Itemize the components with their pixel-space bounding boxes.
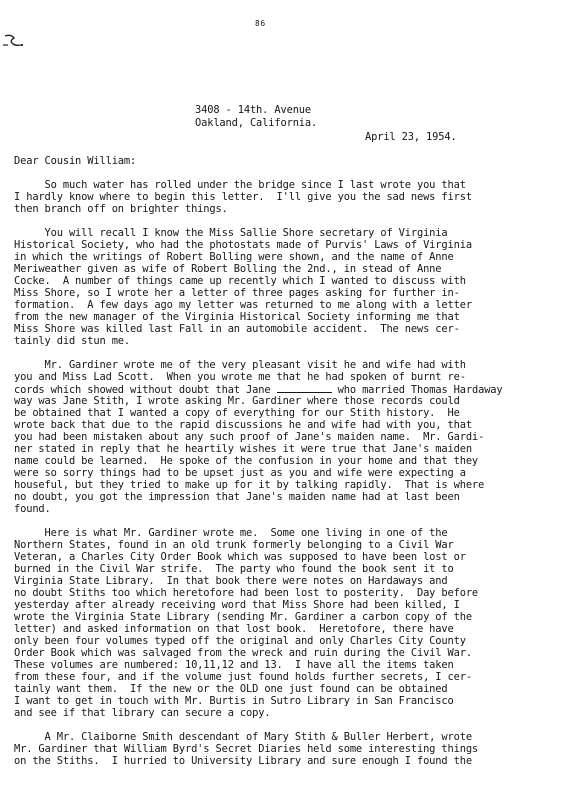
letter-date: April 23, 1954. xyxy=(365,131,457,143)
body-line: in which the writings of Robert Bolling were shown, and the name of Anne xyxy=(14,251,454,263)
body-line: from the new manager of the Virginia Historical Society informing me that xyxy=(14,311,460,323)
margin-mark-icon xyxy=(2,32,28,50)
body-line: burned in the Civil War strife. The party who found the book sent it to xyxy=(14,563,454,575)
body-line: Cocke. A number of things came up recently which I wanted to discuss with xyxy=(14,275,466,287)
body-line-segment: cords which showed without doubt that Jane xyxy=(14,384,277,396)
body-line: A Mr. Claiborne Smith descendant of Mary Stith & Buller Herbert, wrote xyxy=(14,731,472,743)
body-line: Miss Shore, so I wrote her a letter of three pages asking for further in- xyxy=(14,287,460,299)
body-line: Miss Shore was killed last Fall in an automobile accident. The news cer- xyxy=(14,323,460,335)
address-city: Oakland, California. xyxy=(195,117,318,129)
body-line: yesterday after already receiving word that Miss Shore had been killed, I xyxy=(14,599,460,611)
body-line: wrote back that due to the rapid discussions he and wife had with you, that xyxy=(14,419,472,431)
body-line: were so sorry things had to be upset just as you and wife were expecting a xyxy=(14,467,466,479)
body-line: found. xyxy=(14,503,51,515)
body-line: ner stated in reply that he heartily wishes it were true that Jane's maiden xyxy=(14,443,472,455)
body-line: wrote the Virginia State Library (sending Mr. Gardiner a carbon copy of the xyxy=(14,611,472,623)
body-line: name could be learned. He spoke of the confusion in your home and that they xyxy=(14,455,479,467)
body-line: Here is what Mr. Gardiner wrote me. Some one living in one of the xyxy=(14,527,448,539)
body-line: then branch off on brighter things. xyxy=(14,203,228,215)
body-line: you and Miss Lad Scott. When you wrote me that he had spoken of burnt re- xyxy=(14,371,466,383)
body-line: Meriweather given as wife of Robert Bolling the 2nd., in stead of Anne xyxy=(14,263,442,275)
body-line: You will recall I know the Miss Sallie Shore secretary of Virginia xyxy=(14,227,448,239)
body-line: tainly did stun me. xyxy=(14,335,131,347)
body-line: Mr. Gardiner that William Byrd's Secret Diaries held some interesting things xyxy=(14,743,479,755)
blank-line xyxy=(277,383,332,393)
body-line: Mr. Gardiner wrote me of the very pleasant visit he and wife had with xyxy=(14,359,466,371)
body-line: Order Book which was salvaged from the wreck and ruin during the Civil War. xyxy=(14,647,472,659)
body-line: be obtained that I wanted a copy of everything for our Stith history. He xyxy=(14,407,460,419)
body-line: and see if that library can secure a copy. xyxy=(14,707,271,719)
body-line: I hardly know where to begin this letter. I'll give you the sad news first xyxy=(14,191,472,203)
body-line: Northern States, found in an old trunk formerly belonging to a Civil War xyxy=(14,539,454,551)
body-line: Veteran, a Charles City Order Book which was supposed to have been lost or xyxy=(14,551,466,563)
body-line: from these four, and if the volume just found holds further secrets, I cer- xyxy=(14,671,472,683)
address-street: 3408 - 14th. Avenue xyxy=(195,104,312,116)
body-line: formation. A few days ago my letter was returned to me along with a letter xyxy=(14,299,472,311)
body-line: Historical Society, who had the photostats made of Purvis' Laws of Virginia xyxy=(14,239,472,251)
page-number: 86 xyxy=(255,19,266,28)
body-line: you had been mistaken about any such proof of Jane's maiden name. Mr. Gardi- xyxy=(14,431,485,443)
body-line: no doubt, you got the impression that Jane's maiden name had at last been xyxy=(14,491,460,503)
body-line: no doubt Stiths too which heretofore had been lost to posterity. Day before xyxy=(14,587,479,599)
salutation: Dear Cousin William: xyxy=(14,155,137,167)
body-line: So much water has rolled under the bridge since I last wrote you that xyxy=(14,179,466,191)
body-line: Virginia State Library. In that book there were notes on Hardaways and xyxy=(14,575,448,587)
body-line: only been four volumes typed off the original and only Charles City County xyxy=(14,635,466,647)
body-line: houseful, but they tried to make up for it by talking rapidly. That is where xyxy=(14,479,485,491)
body-line: way was Jane Stith, I wrote asking Mr. Gardiner where those records could xyxy=(14,395,460,407)
body-line: These volumes are numbered: 10,11,12 and 13. I have all the items taken xyxy=(14,659,454,671)
body-line: I want to get in touch with Mr. Burtis in Sutro Library in San Francisco xyxy=(14,695,454,707)
body-line: on the Stiths. I hurried to University Library and sure enough I found the xyxy=(14,755,472,767)
body-line: tainly want them. If the new or the OLD one just found can be obtained xyxy=(14,683,448,695)
body-line: letter) and asked information on that lost book. Heretofore, there have xyxy=(14,623,454,635)
body-line-segment: who married Thomas Hardaway xyxy=(331,384,503,396)
